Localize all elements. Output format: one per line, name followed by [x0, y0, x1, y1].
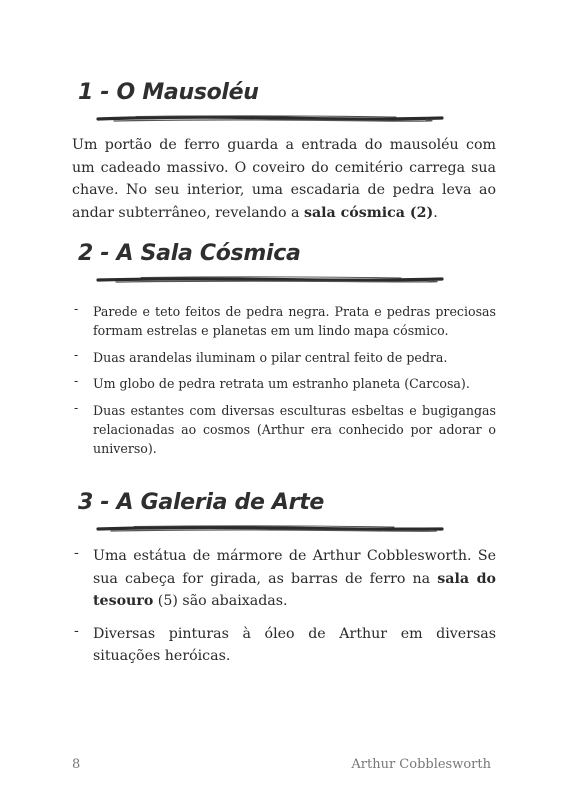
bullet-dash: -	[74, 373, 79, 389]
running-title: Arthur Cobblesworth	[351, 757, 491, 772]
brush-divider-3	[96, 523, 444, 535]
room-reference-sala-do-tesouro: sala do tesouro	[93, 570, 496, 609]
bullet-dash: -	[74, 545, 79, 561]
section-2-heading: 2 - A Sala Cósmica	[78, 241, 301, 266]
list-item: - Uma estátua de mármore de Arthur Cobblesworth. Se sua cabeça for girada, as barras de ferro na sala do tesouro (5) são abaixadas.	[72, 545, 496, 613]
brush-divider-1	[96, 113, 444, 125]
section-1-paragraph: Um portão de ferro guarda a entrada do mausoléu com um cadeado massivo. O coveiro do cemitério carrega sua chave. No seu interior, uma escadaria de pedra leva ao andar subterrâneo, revelando a sala cósmica (2).	[72, 137, 496, 221]
bullet-dash: -	[74, 622, 79, 639]
list-item: - Duas estantes com diversas esculturas esbeltas e bugigangas relacionadas ao cosmos (Arthur era conhecido por adorar o universo).	[74, 400, 496, 456]
bullet-dash: -	[74, 301, 79, 316]
bullet-dash: -	[74, 346, 79, 362]
brush-divider-2	[96, 274, 444, 286]
section-3-list	[72, 545, 496, 678]
bullet-dash: -	[74, 400, 79, 416]
page-number: 8	[72, 757, 81, 772]
section-1-heading: 1 - O Mausoléu	[78, 80, 259, 105]
list-item: - Duas arandelas iluminam o pilar central feito de pedra.	[74, 346, 448, 365]
list-item: - Um globo de pedra retrata um estranho planeta (Carcosa).	[74, 373, 470, 392]
section-2-list	[72, 303, 496, 467]
list-item: - Diversas pinturas à óleo de Arthur em diversas situações heróicas.	[72, 623, 496, 668]
section-3-heading: 3 - A Galeria de Arte	[78, 490, 325, 515]
list-item: - Parede e teto feitos de pedra negra. Prata e pedras preciosas formam estrelas e planetas em um lindo mapa cósmico.	[74, 301, 496, 338]
room-reference-sala-cosmica: sala cósmica (2)	[303, 204, 434, 221]
